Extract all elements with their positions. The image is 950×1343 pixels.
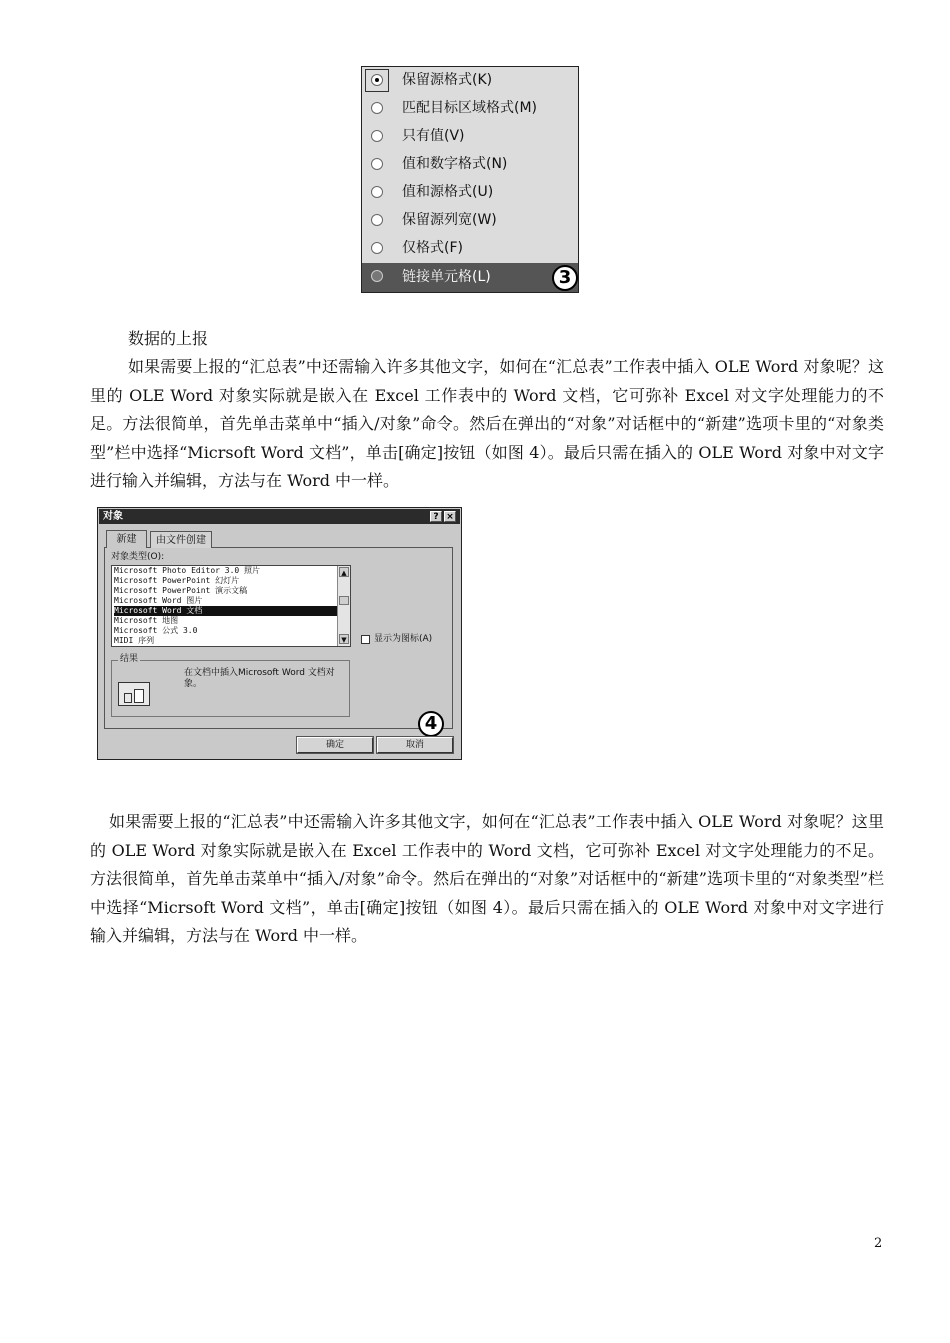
paste-option-label: 保留源格式(K) <box>402 72 493 88</box>
list-item[interactable]: Microsoft Photo Editor 3.0 照片 <box>114 566 261 575</box>
paste-option-label: 只有值(V) <box>402 128 465 144</box>
tab-new[interactable]: 新建 <box>106 530 147 548</box>
list-item[interactable]: MIDI 序列 <box>114 636 155 645</box>
paste-option-label: 链接单元格(L) <box>402 269 491 285</box>
page-number: 2 <box>874 1236 883 1251</box>
list-scrollbar[interactable] <box>337 566 350 646</box>
dialog-titlebar <box>99 509 460 524</box>
paste-option-values-number-format[interactable] <box>362 151 578 178</box>
body-paragraph: 如果需要上报的“汇总表”中还需输入许多其他文字，如何在“汇总表”工作表中插入 OLE Word 对象呢？这里的 OLE Word 对象实际就是嵌入在 Excel 工作表中的 Word 文档，它可弥补 Excel 对文字处理能力的不足。方法很简单，首先单击菜单中“插入/对象”命令。然后在弹出的“对象”对话框中的“新建”选项卡里的“对象类型”栏中选择“Micrsoft Word 文档”，单击[确定]按钮（如图 4）。最后只需在插入的 OLE Word 对象中对文字进行输入并编辑，方法与在 Word 中一样。 <box>90 357 884 490</box>
document-icon <box>118 682 150 706</box>
result-description: 在文档中插入Microsoft Word 文档对象。 <box>184 668 335 689</box>
scroll-up-icon[interactable]: ▲ <box>339 567 349 577</box>
paste-options-figure <box>361 66 579 293</box>
paste-option-formatting-only[interactable] <box>362 235 578 262</box>
radio-icon[interactable] <box>371 214 383 226</box>
close-button[interactable]: × <box>444 511 456 522</box>
list-item[interactable]: Microsoft Word 图片 <box>114 596 203 605</box>
section-heading: 数据的上报 <box>128 329 209 348</box>
tab-create-from-file[interactable]: 由文件创建 <box>150 531 212 548</box>
object-dialog-figure <box>97 507 462 760</box>
paste-option-label: 值和源格式(U) <box>402 184 494 200</box>
scroll-down-icon[interactable]: ▼ <box>339 634 349 644</box>
figure-number-badge: 4 <box>418 711 444 737</box>
list-item[interactable]: Microsoft PowerPoint 幻灯片 <box>114 576 240 585</box>
paste-option-keep-column-width[interactable] <box>362 207 578 234</box>
list-item[interactable]: Microsoft 公式 3.0 <box>114 626 198 635</box>
radio-icon[interactable] <box>371 242 383 254</box>
cancel-button[interactable]: 取消 <box>377 737 453 753</box>
list-item[interactable]: Microsoft 地图 <box>114 616 179 625</box>
paste-option-label: 值和数字格式(N) <box>402 156 508 172</box>
list-item[interactable]: Microsoft PowerPoint 演示文稿 <box>114 586 248 595</box>
paste-option-label: 匹配目标区域格式(M) <box>402 100 538 116</box>
list-item-selected[interactable]: Microsoft Word 文档 <box>114 606 338 616</box>
display-as-icon-checkbox[interactable] <box>361 635 370 644</box>
radio-selected-icon[interactable] <box>371 74 383 86</box>
dialog-title: 对象 <box>103 511 123 522</box>
scroll-thumb[interactable] <box>339 596 349 605</box>
radio-icon[interactable] <box>371 186 383 198</box>
paste-option-label: 保留源列宽(W) <box>402 212 497 228</box>
paste-option-link-cells[interactable] <box>362 263 578 292</box>
paste-option-label: 仅格式(F) <box>402 240 463 256</box>
object-type-label: 对象类型(O): <box>111 552 165 562</box>
radio-icon[interactable] <box>371 270 383 282</box>
figure-number-badge: 3 <box>552 265 578 291</box>
body-paragraph: 如果需要上报的“汇总表”中还需输入许多其他文字，如何在“汇总表”工作表中插入 OLE Word 对象呢？这里的 OLE Word 对象实际就是嵌入在 Excel 工作表中的 Word 文档，它可弥补 Excel 对文字处理能力的不足。方法很简单，首先单击菜单中“插入/对象”命令。然后在弹出的“对象”对话框中的“新建”选项卡里的“对象类型”栏中选择“Micrsoft Word 文档”，单击[确定]按钮（如图 4）。最后只需在插入的 OLE Word 对象中对文字进行输入并编辑，方法与在 Word 中一样。 <box>90 812 884 945</box>
display-as-icon-label: 显示为图标(A) <box>374 634 433 644</box>
object-type-list[interactable] <box>111 565 351 647</box>
radio-icon[interactable] <box>371 158 383 170</box>
paste-option-keep-source-format[interactable] <box>362 67 578 94</box>
help-button[interactable]: ? <box>430 511 442 522</box>
result-label: 结果 <box>120 654 139 664</box>
paste-option-match-destination[interactable] <box>362 95 578 122</box>
radio-icon[interactable] <box>371 130 383 142</box>
radio-icon[interactable] <box>371 102 383 114</box>
ok-button[interactable]: 确定 <box>297 737 373 753</box>
paste-option-values-source-format[interactable] <box>362 179 578 206</box>
paste-option-values-only[interactable] <box>362 123 578 150</box>
